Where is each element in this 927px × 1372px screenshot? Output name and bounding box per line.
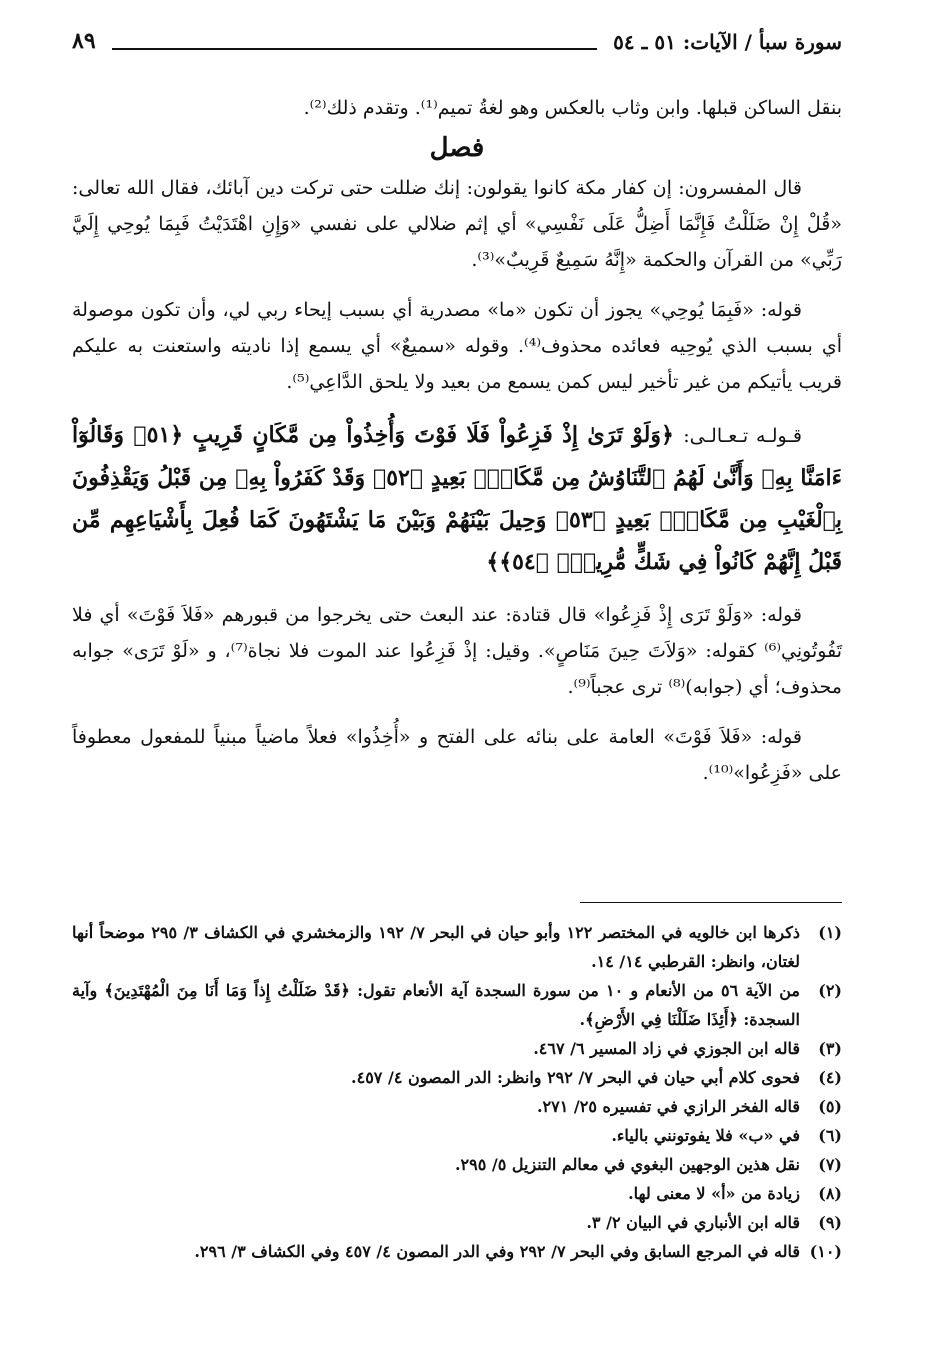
footnote-text: من الآية ٥٦ من الأنعام و ١٠ من سورة السجدة آية الأنعام تقول: ﴿قَدْ ضَلَلْتُ إِذاً وَمَا أَنَا مِنَ الْمُهْتَدِينَ﴾ وآية السجدة: ﴿أَئِذَا ضَلَلْنَا فِي الأَرْضِ﴾.	[72, 981, 800, 1029]
footnote-text: قاله الفخر الرازي في تفسيره ٢٥/ ٢٧١.	[536, 1097, 800, 1116]
main-text	[72, 90, 842, 791]
footnotes	[72, 918, 842, 1266]
footnote-text: فحوى كلام أبي حيان في البحر ٧/ ٢٩٢ وانظر: الدر المصون ٤/ ٤٥٧.	[351, 1068, 800, 1087]
header-rule	[112, 48, 597, 50]
footnote-number: (٥)	[818, 1097, 842, 1116]
footnote	[72, 976, 842, 1034]
footnote-number: (٩)	[818, 1213, 842, 1232]
footnote-number: (٢)	[818, 981, 842, 1000]
footnote	[72, 1150, 842, 1179]
footnote	[72, 1208, 842, 1237]
footnote-number: (٤)	[818, 1068, 842, 1087]
footnote-number: (١)	[818, 923, 842, 942]
footnote	[72, 1063, 842, 1092]
footnote	[72, 1179, 842, 1208]
footnote-number: (٣)	[818, 1039, 842, 1058]
footnote-text: ذكرها ابن خالويه في المختصر ١٢٢ وأبو حيان في البحر ٧/ ١٩٢ والزمخشري في الكشاف ٣/ ٢٩٥ موضحاً أنها لغتان، وانظر: القرطبي ١٤/ ١٤.	[72, 923, 801, 971]
footnote-number: (٨)	[818, 1184, 842, 1203]
page-header	[72, 28, 842, 58]
footnote-text: قاله في المرجع السابق وفي البحر ٧/ ٢٩٢ وفي الدر المصون ٤/ ٤٥٧ وفي الكشاف ٣/ ٢٩٦.	[194, 1242, 800, 1261]
quran-verses: ﴿وَلَوْ تَرَىٰ إِذْ فَزِعُواْ فَلَا فَوْتَ وَأُخِذُواْ مِن مَّكَانٍ قَرِيبٍ ﴿٥١﴾ وَقَالُوٓاْ ءَامَنَّا بِهِۦ وَأَنَّىٰ لَهُمُ ٱلتَّنَاوُشُ مِن مَّكَانِۭ بَعِيدٍ ﴿٥٢﴾ وَقَدْ كَفَرُواْ بِهِۦ مِن قَبْلُ وَيَقْذِفُونَ بِٱلْغَيْبِ مِن مَّكَانِۭ بَعِيدٍ ﴿٥٣﴾ وَحِيلَ بَيْنَهُمْ وَبَيْنَ مَا يَشْتَهُونَ كَمَا فُعِلَ بِأَشْيَاعِهِم مِّن قَبْلُ إِنَّهُمْ كَانُواْ فِي شَكٍّ مُّرِيبِۭ ﴿٥٤﴾﴾	[72, 422, 842, 575]
verse-lead: قـولـه تـعـالـى:	[683, 425, 802, 447]
paragraph-1: بنقل الساكن قبلها. وابن وثاب بالعكس وهو لغةُ تميم⁽¹⁾. وتقدم ذلك⁽²⁾.	[303, 97, 842, 119]
footnote	[72, 1121, 842, 1150]
footnote	[72, 1237, 842, 1266]
quran-verse-block	[72, 414, 842, 583]
footnote-text: قاله ابن الجوزي في زاد المسير ٦/ ٤٦٧.	[533, 1039, 800, 1058]
paragraph-2: قال المفسرون: إن كفار مكة كانوا يقولون: إنك ضللت حتى تركت دين آبائك، فقال الله تعالى: «قُلْ إِنْ ضَلَلْتُ فَإِنَّمَا أَضِلُّ عَلَى نَفْسِي» أي إثم ضلالي على نفسي «وَإِنِ اهْتَدَيْتُ فَبِمَا يُوحِي إِلَيَّ رَبِّي» من القرآن والحكمة «إِنَّهُ سَمِيعٌ قَرِيبٌ»⁽³⁾.	[72, 177, 842, 271]
paragraph-3: قوله: «فَبِمَا يُوحِي» يجوز أن تكون «ما» مصدرية أي بسبب إيحاء ربي لي، وأن تكون موصولة أي بسبب الذي يُوحِيه فعائده محذوف⁽⁴⁾. وقوله «سميعٌ» أي يسمع إذا ناديته واستعنت به عليكم قريب يأتيكم من غير تأخير ليس كمن يسمع من بعيد ولا يلحق الدَّاعِي⁽⁵⁾.	[72, 299, 842, 393]
footnote-text: نقل هذين الوجهين البغوي في معالم التنزيل ٥/ ٢٩٥.	[454, 1155, 800, 1174]
footnote-number: (١٠)	[809, 1242, 842, 1261]
footnote-text: في «ب» فلا يفوتونني بالياء.	[611, 1126, 800, 1145]
paragraph-5: قوله: «فَلاَ فَوْتَ» العامة على بنائه على الفتح و «أُخِذُوا» فعلاً ماضياً مبنياً للمفعول معطوفاً على «فَزِعُوا»⁽¹⁰⁾.	[72, 726, 842, 784]
running-title: سورة سبأ / الآيات: ٥١ ـ ٥٤	[613, 30, 842, 54]
paragraph-4: قوله: «وَلَوْ تَرَى إِذْ فَزِعُوا» قال قتادة: عند البعث حتى يخرجوا من قبورهم «فَلاَ فَوْتَ» أي فلا تَفُوتُونِي⁽⁶⁾ كقوله: «وَلاَتَ حِينَ مَنَاصٍ». وقيل: إذْ فَزِعُوا عند الموت فلا نجاة⁽⁷⁾، و «لَوْ تَرَى» جوابه محذوف؛ أي (جوابه)⁽⁸⁾ ترى عجباً⁽⁹⁾.	[72, 604, 842, 698]
footnote-text: زيادة من «أ» لا معنى لها.	[628, 1184, 800, 1203]
footnote	[72, 1092, 842, 1121]
page-number: ٨٩	[72, 28, 96, 54]
footnote-number: (٦)	[818, 1126, 842, 1145]
footnote-text: قاله ابن الأنباري في البيان ٢/ ٣.	[586, 1213, 800, 1232]
footnote	[72, 1034, 842, 1063]
section-heading: فصل	[429, 133, 485, 163]
footnote-separator	[580, 902, 842, 903]
footnote	[72, 918, 842, 976]
footnote-number: (٧)	[818, 1155, 842, 1174]
